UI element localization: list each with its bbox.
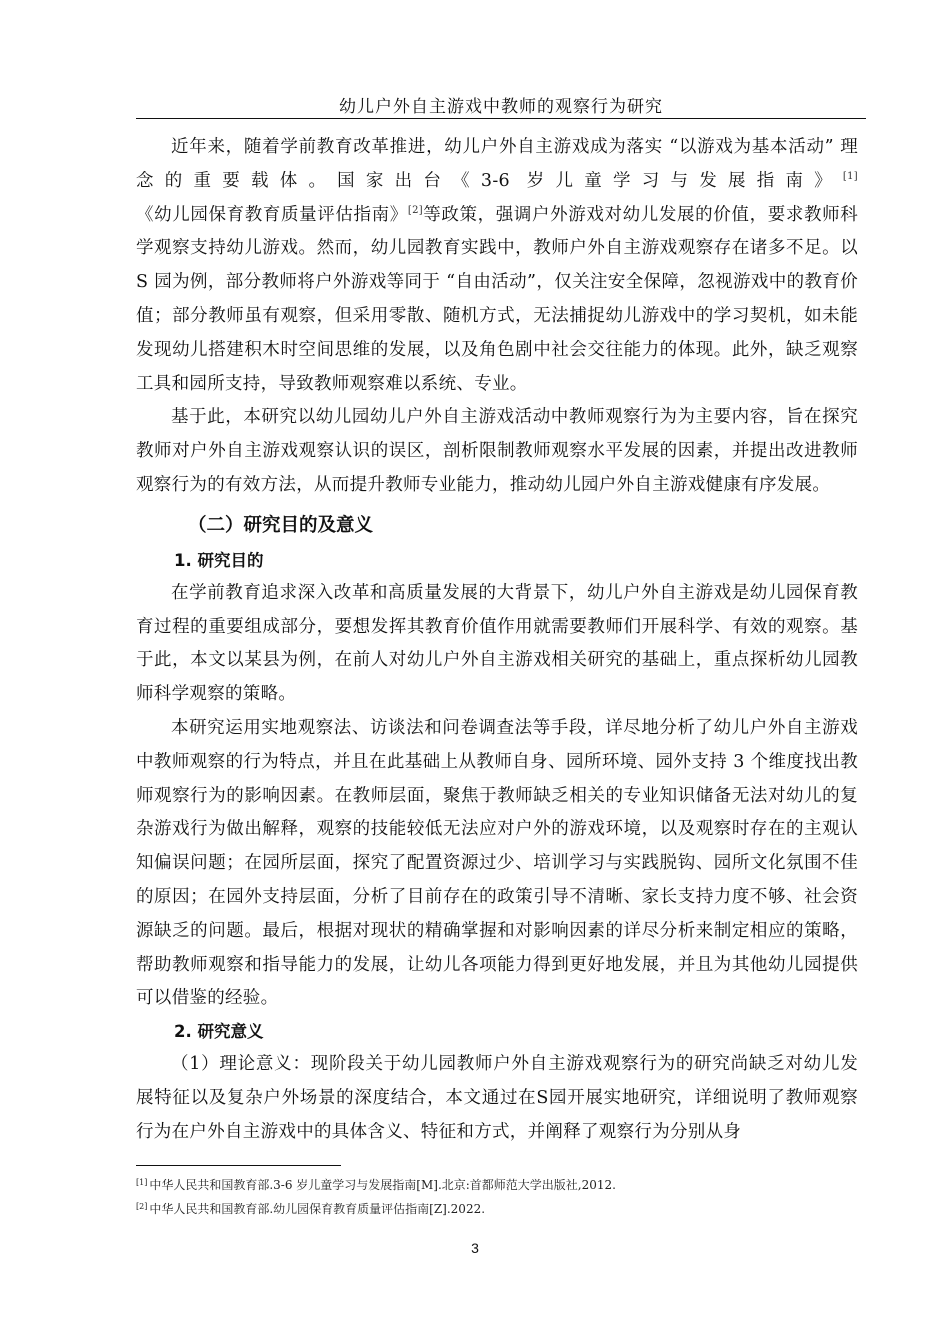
footnote-mark: [2]: [136, 1202, 148, 1211]
section-heading: （二）研究目的及意义: [188, 514, 374, 536]
footnote-text: 中华人民共和国教育部.幼儿园保育教育质量评估指南[Z].2022.: [149, 1202, 486, 1216]
footnote-rule: [136, 1165, 341, 1166]
citation-ref-1[interactable]: [1]: [842, 170, 858, 182]
paragraph-text: 近年来，随着学前教育改革推进，幼儿户外自主游戏成为落实 “以游戏为基本活动” 理念的重要载体。国家出台《3-6 岁儿童学习与发展指南》: [136, 137, 858, 191]
subsection-heading-purpose: 1. 研究目的: [174, 550, 264, 570]
footnote-2: [136, 1196, 858, 1220]
paragraph-research-purpose: 在学前教育追求深入改革和高质量发展的大背景下，幼儿户外自主游戏是幼儿园保育教育过程的重要组成部分，要想发挥其教育价值作用就需要教师们开展科学、有效的观察。基于此，本文以某县为例，在前人对幼儿户外自主游戏相关研究的基础上，重点探析幼儿园教师科学观察的策略。: [136, 582, 858, 705]
running-header: 幼儿户外自主游戏中教师的观察行为研究: [339, 97, 663, 117]
subsection-heading-significance: 2. 研究意义: [174, 1022, 264, 1042]
citation-ref-2[interactable]: [2]: [407, 204, 423, 216]
header-rule: [136, 118, 866, 119]
footnotes: [136, 1172, 858, 1220]
paragraph-text: 等政策，强调户外游戏对幼儿发展的价值，要求教师科学观察支持幼儿游戏。然而，幼儿园教育实践中，教师户外自主游戏观察存在诸多不足。以 S 园为例，部分教师将户外游戏等同于 “自由活动”，仅关注安全保障，忽视游戏中的教育价值；部分教师虽有观察，但采用零散、随机方式，无法捕捉幼儿游戏中的学习契机，如未能发现幼儿搭建积木时空间思维的发展，以及角色剧中社会交往能力的体现。此外，缺乏观察工具和园所支持，导致教师观察难以系统、专业。: [136, 204, 858, 394]
footnote-mark: [1]: [136, 1178, 148, 1187]
body-text: [136, 131, 858, 1150]
footnote-text: 中华人民共和国教育部.3-6 岁儿童学习与发展指南[M].北京:首都师范大学出版社,2012.: [149, 1178, 616, 1192]
paragraph-purpose-intro: 基于此，本研究以幼儿园幼儿户外自主游戏活动中教师观察行为为主要内容，旨在探究教师对户外自主游戏观察认识的误区，剖析限制教师观察水平发展的因素，并提出改进教师观察行为的有效方法，从而提升教师专业能力，推动幼儿园户外自主游戏健康有序发展。: [136, 407, 858, 495]
paragraph-background: [136, 131, 858, 401]
paragraph-theoretical-significance: （1）理论意义：现阶段关于幼儿园教师户外自主游戏观察行为的研究尚缺乏对幼儿发展特征以及复杂户外场景的深度结合，本文通过在S园开展实地研究，详细说明了教师观察行为在户外自主游戏中的具体含义、特征和方式，并阐释了观察行为分别从身: [136, 1054, 858, 1142]
paragraph-research-methods: 本研究运用实地观察法、访谈法和问卷调查法等手段，详尽地分析了幼儿户外自主游戏中教师观察的行为特点，并且在此基础上从教师自身、园所环境、园外支持 3 个维度找出教师观察行为的影响因素。在教师层面，聚焦于教师缺乏相关的专业知识储备无法对幼儿的复杂游戏行为做出解释，观察的技能较低无法应对户外的游戏环境，以及观察时存在的主观认知偏误问题；在园所层面，探究了配置资源过少、培训学习与实践脱钩、园所文化氛围不佳的原因；在园外支持层面，分析了目前存在的政策引导不清晰、家长支持力度不够、社会资源缺乏的问题。最后，根据对现状的精确掌握和对影响因素的详尽分析来制定相应的策略，帮助教师观察和指导能力的发展，让幼儿各项能力得到更好地发展，并且为其他幼儿园提供可以借鉴的经验。: [136, 717, 858, 1009]
page-number: 3: [471, 1240, 479, 1256]
paragraph-text: 《幼儿园保育教育质量评估指南》: [136, 204, 408, 225]
footnote-1: [136, 1172, 858, 1196]
